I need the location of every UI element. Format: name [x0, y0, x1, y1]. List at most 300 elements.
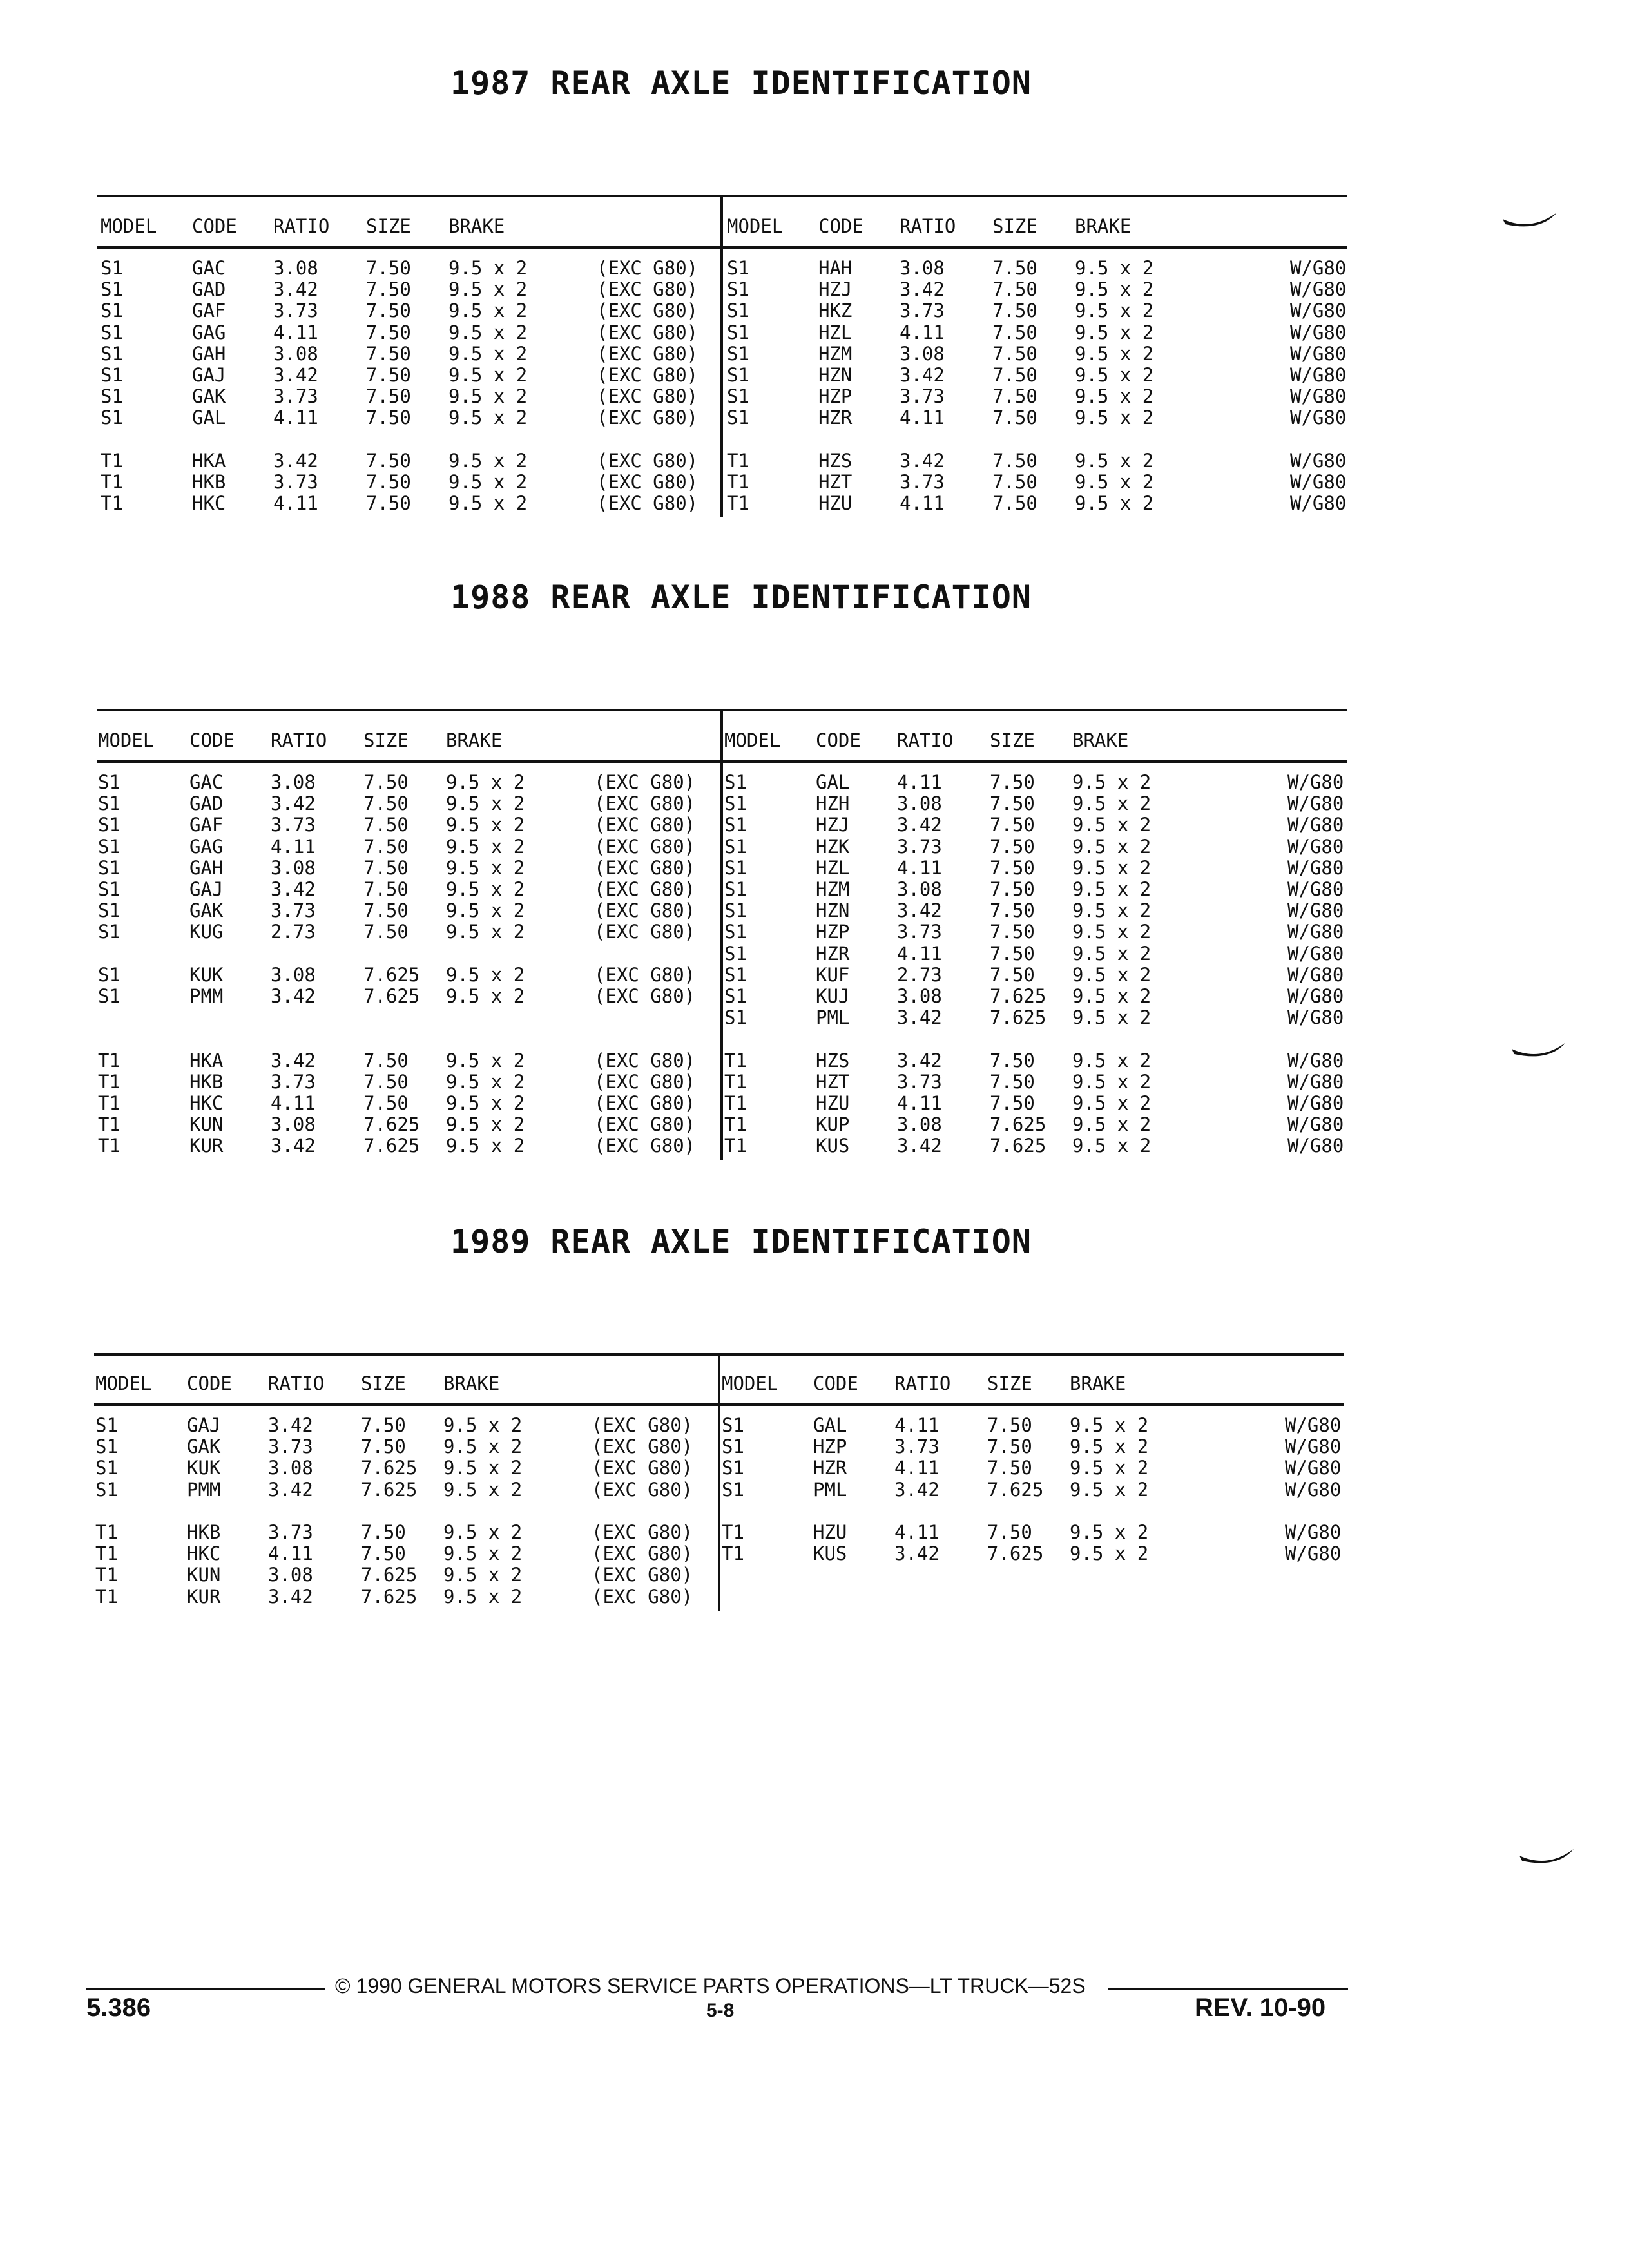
code-cell: GAK — [189, 899, 224, 922]
column-header-model: MODEL — [95, 1372, 152, 1394]
ratio-cell: 3.42 — [897, 814, 942, 836]
code-cell: HZN — [818, 364, 853, 386]
column-header-size: SIZE — [992, 215, 1037, 237]
brake-note: (EXC G80) — [592, 1436, 693, 1458]
column-header-brake: BRAKE — [1070, 1372, 1126, 1394]
size-cell: 7.50 — [992, 407, 1037, 429]
model-cell: S1 — [95, 1457, 118, 1479]
code-cell: KUR — [189, 1135, 224, 1157]
ratio-cell: 3.08 — [271, 1113, 316, 1136]
brake-note: W/G80 — [1290, 364, 1347, 386]
ratio-cell: 3.08 — [268, 1457, 313, 1479]
code-cell: HZM — [818, 342, 853, 365]
brake-cell: 9.5 x 2 — [1072, 771, 1152, 793]
brake-note: (EXC G80) — [594, 1049, 696, 1072]
ratio-cell: 4.11 — [897, 856, 942, 879]
size-cell: 7.625 — [990, 985, 1046, 1007]
brake-note: W/G80 — [1285, 1478, 1342, 1501]
brake-cell: 9.5 x 2 — [446, 793, 525, 815]
size-cell: 7.50 — [990, 1049, 1035, 1072]
table-divider — [720, 709, 723, 1160]
column-header-model: MODEL — [101, 215, 157, 237]
code-cell: GAJ — [192, 364, 226, 386]
brake-cell: 9.5 x 2 — [448, 471, 528, 493]
ratio-cell: 3.08 — [900, 257, 945, 279]
model-cell: S1 — [98, 899, 120, 922]
section-title: 1987 REAR AXLE IDENTIFICATION — [450, 64, 1032, 102]
punch-mark-icon — [1518, 1847, 1576, 1872]
code-cell: PMM — [187, 1478, 221, 1501]
size-cell: 7.50 — [366, 449, 411, 472]
brake-note: (EXC G80) — [592, 1457, 693, 1479]
code-cell: HKC — [189, 1092, 224, 1114]
size-cell: 7.50 — [992, 364, 1037, 386]
code-cell: HZR — [813, 1457, 847, 1479]
model-cell: S1 — [98, 814, 120, 836]
brake-cell: 9.5 x 2 — [1072, 1006, 1152, 1029]
code-cell: HZP — [816, 921, 850, 943]
size-cell: 7.625 — [363, 1135, 420, 1157]
footer-rule-right — [1108, 1988, 1348, 1990]
brake-cell: 9.5 x 2 — [446, 1092, 525, 1114]
brake-note: (EXC G80) — [594, 1135, 696, 1157]
model-cell: S1 — [724, 814, 747, 836]
model-cell: T1 — [724, 1070, 747, 1093]
ratio-cell: 3.73 — [268, 1436, 313, 1458]
brake-note: (EXC G80) — [594, 985, 696, 1007]
header-rule — [97, 246, 1347, 249]
brake-cell: 9.5 x 2 — [1075, 407, 1154, 429]
model-cell: T1 — [95, 1564, 118, 1586]
brake-cell: 9.5 x 2 — [448, 449, 528, 472]
model-cell: T1 — [98, 1113, 120, 1136]
model-cell: S1 — [722, 1414, 744, 1436]
code-cell: HKA — [189, 1049, 224, 1072]
brake-cell: 9.5 x 2 — [443, 1457, 523, 1479]
brake-note: W/G80 — [1290, 321, 1347, 343]
ratio-cell: 3.73 — [894, 1436, 940, 1458]
footer-copyright: © 1990 GENERAL MOTORS SERVICE PARTS OPERATIONS—LT TRUCK—52S — [335, 1974, 1086, 1997]
model-cell: T1 — [101, 492, 123, 515]
column-header-brake: BRAKE — [446, 729, 503, 751]
code-cell: KUJ — [816, 985, 850, 1007]
size-cell: 7.50 — [366, 471, 411, 493]
brake-cell: 9.5 x 2 — [446, 963, 525, 986]
model-cell: S1 — [724, 942, 747, 965]
code-cell: HKC — [187, 1542, 221, 1565]
revision-label: REV. 10-90 — [1195, 1994, 1326, 2022]
model-cell: T1 — [724, 1113, 747, 1136]
column-header-model: MODEL — [722, 1372, 778, 1394]
brake-cell: 9.5 x 2 — [446, 835, 525, 858]
size-cell: 7.625 — [990, 1006, 1046, 1029]
model-cell: S1 — [724, 1006, 747, 1029]
brake-note: W/G80 — [1287, 1092, 1344, 1114]
column-header-code: CODE — [816, 729, 861, 751]
code-cell: HZH — [816, 793, 850, 815]
code-cell: GAH — [189, 856, 224, 879]
ratio-cell: 3.42 — [897, 899, 942, 922]
brake-cell: 9.5 x 2 — [1075, 364, 1154, 386]
brake-note: W/G80 — [1287, 835, 1344, 858]
ratio-cell: 4.11 — [900, 492, 945, 515]
ratio-cell: 4.11 — [900, 321, 945, 343]
code-cell: HZP — [813, 1436, 847, 1458]
model-cell: S1 — [724, 963, 747, 986]
size-cell: 7.50 — [992, 257, 1037, 279]
ratio-cell: 3.08 — [897, 793, 942, 815]
ratio-cell: 4.11 — [897, 1092, 942, 1114]
model-cell: S1 — [101, 257, 123, 279]
brake-cell: 9.5 x 2 — [1072, 942, 1152, 965]
ratio-cell: 3.73 — [273, 300, 318, 322]
model-cell: S1 — [724, 985, 747, 1007]
ratio-cell: 3.08 — [897, 878, 942, 900]
ratio-cell: 4.11 — [897, 771, 942, 793]
brake-note: (EXC G80) — [597, 471, 699, 493]
brake-note: W/G80 — [1287, 1135, 1344, 1157]
size-cell: 7.50 — [363, 1092, 409, 1114]
brake-cell: 9.5 x 2 — [448, 385, 528, 408]
size-cell: 7.50 — [992, 300, 1037, 322]
brake-note: (EXC G80) — [594, 814, 696, 836]
ratio-cell: 3.42 — [273, 278, 318, 301]
code-cell: HZL — [816, 856, 850, 879]
size-cell: 7.50 — [992, 449, 1037, 472]
size-cell: 7.50 — [366, 300, 411, 322]
ratio-cell: 3.73 — [271, 1070, 316, 1093]
section-title: 1988 REAR AXLE IDENTIFICATION — [450, 579, 1032, 616]
size-cell: 7.50 — [990, 856, 1035, 879]
model-cell: S1 — [727, 364, 749, 386]
size-cell: 7.50 — [990, 793, 1035, 815]
punch-mark-icon — [1501, 210, 1559, 236]
ratio-cell: 3.08 — [271, 856, 316, 879]
model-cell: T1 — [95, 1542, 118, 1565]
brake-note: (EXC G80) — [597, 385, 699, 408]
code-cell: HKB — [187, 1521, 221, 1543]
ratio-cell: 3.73 — [900, 471, 945, 493]
size-cell: 7.50 — [990, 771, 1035, 793]
size-cell: 7.50 — [987, 1436, 1032, 1458]
size-cell: 7.625 — [363, 963, 420, 986]
brake-note: (EXC G80) — [594, 835, 696, 858]
brake-note: (EXC G80) — [597, 300, 699, 322]
size-cell: 7.625 — [361, 1478, 418, 1501]
ratio-cell: 2.73 — [271, 921, 316, 943]
ratio-cell: 3.42 — [271, 878, 316, 900]
ratio-cell: 3.42 — [271, 985, 316, 1007]
ratio-cell: 3.42 — [268, 1585, 313, 1608]
brake-cell: 9.5 x 2 — [1072, 835, 1152, 858]
brake-cell: 9.5 x 2 — [1072, 1049, 1152, 1072]
ratio-cell: 3.73 — [897, 835, 942, 858]
ratio-cell: 3.08 — [271, 771, 316, 793]
section-title: 1989 REAR AXLE IDENTIFICATION — [450, 1223, 1032, 1260]
ratio-cell: 3.42 — [268, 1414, 313, 1436]
size-cell: 7.50 — [366, 407, 411, 429]
model-cell: S1 — [95, 1478, 118, 1501]
brake-cell: 9.5 x 2 — [448, 407, 528, 429]
size-cell: 7.50 — [987, 1457, 1032, 1479]
brake-cell: 9.5 x 2 — [448, 300, 528, 322]
model-cell: S1 — [98, 835, 120, 858]
code-cell: HZJ — [816, 814, 850, 836]
column-header-model: MODEL — [724, 729, 781, 751]
brake-cell: 9.5 x 2 — [446, 1135, 525, 1157]
ratio-cell: 3.42 — [894, 1542, 940, 1565]
model-cell: S1 — [727, 342, 749, 365]
brake-cell: 9.5 x 2 — [443, 1478, 523, 1501]
column-header-size: SIZE — [363, 729, 409, 751]
model-cell: S1 — [101, 300, 123, 322]
code-cell: HZN — [816, 899, 850, 922]
brake-note: W/G80 — [1287, 771, 1344, 793]
brake-cell: 9.5 x 2 — [443, 1436, 523, 1458]
page-number-left: 5.386 — [86, 1994, 151, 2022]
code-cell: KUF — [816, 963, 850, 986]
brake-cell: 9.5 x 2 — [443, 1585, 523, 1608]
brake-cell: 9.5 x 2 — [1070, 1542, 1149, 1565]
brake-cell: 9.5 x 2 — [443, 1542, 523, 1565]
model-cell: S1 — [101, 407, 123, 429]
model-cell: S1 — [98, 921, 120, 943]
ratio-cell: 4.11 — [894, 1414, 940, 1436]
code-cell: HZR — [816, 942, 850, 965]
brake-cell: 9.5 x 2 — [1070, 1414, 1149, 1436]
brake-note: (EXC G80) — [592, 1542, 693, 1565]
model-cell: S1 — [98, 856, 120, 879]
brake-note: (EXC G80) — [594, 921, 696, 943]
model-cell: S1 — [727, 321, 749, 343]
column-header-brake: BRAKE — [448, 215, 505, 237]
code-cell: KUP — [816, 1113, 850, 1136]
brake-note: W/G80 — [1290, 492, 1347, 515]
brake-cell: 9.5 x 2 — [448, 257, 528, 279]
size-cell: 7.50 — [363, 921, 409, 943]
brake-note: W/G80 — [1287, 856, 1344, 879]
size-cell: 7.50 — [366, 385, 411, 408]
column-header-ratio: RATIO — [894, 1372, 951, 1394]
brake-cell: 9.5 x 2 — [1075, 471, 1154, 493]
ratio-cell: 4.11 — [894, 1521, 940, 1543]
footer-rule-left — [86, 1988, 325, 1990]
model-cell: T1 — [724, 1049, 747, 1072]
brake-note: (EXC G80) — [592, 1564, 693, 1586]
column-header-model: MODEL — [98, 729, 155, 751]
column-header-brake: BRAKE — [1072, 729, 1129, 751]
ratio-cell: 2.73 — [897, 963, 942, 986]
brake-note: W/G80 — [1290, 257, 1347, 279]
ratio-cell: 4.11 — [268, 1542, 313, 1565]
code-cell: KUK — [187, 1457, 221, 1479]
brake-note: W/G80 — [1287, 1049, 1344, 1072]
model-cell: S1 — [724, 921, 747, 943]
brake-note: W/G80 — [1287, 878, 1344, 900]
column-header-code: CODE — [187, 1372, 232, 1394]
code-cell: HKZ — [818, 300, 853, 322]
size-cell: 7.50 — [990, 899, 1035, 922]
brake-note: (EXC G80) — [594, 771, 696, 793]
code-cell: KUN — [187, 1564, 221, 1586]
brake-note: (EXC G80) — [594, 1113, 696, 1136]
size-cell: 7.50 — [363, 856, 409, 879]
brake-cell: 9.5 x 2 — [1075, 300, 1154, 322]
model-cell: S1 — [727, 385, 749, 408]
code-cell: KUR — [187, 1585, 221, 1608]
ratio-cell: 3.73 — [897, 1070, 942, 1093]
model-cell: S1 — [722, 1457, 744, 1479]
size-cell: 7.50 — [992, 278, 1037, 301]
ratio-cell: 3.42 — [900, 449, 945, 472]
brake-cell: 9.5 x 2 — [1075, 385, 1154, 408]
ratio-cell: 3.73 — [273, 385, 318, 408]
brake-note: W/G80 — [1285, 1414, 1342, 1436]
column-header-code: CODE — [813, 1372, 858, 1394]
brake-note: W/G80 — [1287, 942, 1344, 965]
ratio-cell: 3.73 — [271, 899, 316, 922]
brake-note: W/G80 — [1287, 814, 1344, 836]
code-cell: GAG — [189, 835, 224, 858]
ratio-cell: 3.73 — [897, 921, 942, 943]
model-cell: T1 — [722, 1521, 744, 1543]
ratio-cell: 3.08 — [271, 963, 316, 986]
model-cell: T1 — [727, 471, 749, 493]
brake-cell: 9.5 x 2 — [446, 1049, 525, 1072]
ratio-cell: 4.11 — [273, 321, 318, 343]
size-cell: 7.50 — [361, 1414, 406, 1436]
size-cell: 7.625 — [361, 1585, 418, 1608]
model-cell: S1 — [101, 385, 123, 408]
code-cell: HKB — [189, 1070, 224, 1093]
size-cell: 7.50 — [990, 963, 1035, 986]
ratio-cell: 3.42 — [271, 1049, 316, 1072]
size-cell: 7.50 — [363, 814, 409, 836]
model-cell: S1 — [724, 771, 747, 793]
column-header-ratio: RATIO — [900, 215, 956, 237]
column-header-code: CODE — [192, 215, 237, 237]
model-cell: T1 — [727, 449, 749, 472]
brake-cell: 9.5 x 2 — [1075, 257, 1154, 279]
ratio-cell: 3.08 — [897, 985, 942, 1007]
ratio-cell: 4.11 — [271, 1092, 316, 1114]
brake-cell: 9.5 x 2 — [1075, 278, 1154, 301]
model-cell: S1 — [101, 342, 123, 365]
model-cell: T1 — [722, 1542, 744, 1565]
brake-note: W/G80 — [1287, 985, 1344, 1007]
ratio-cell: 4.11 — [273, 492, 318, 515]
code-cell: GAL — [192, 407, 226, 429]
ratio-cell: 3.08 — [273, 257, 318, 279]
brake-note: (EXC G80) — [597, 257, 699, 279]
brake-note: W/G80 — [1287, 1113, 1344, 1136]
ratio-cell: 3.42 — [271, 1135, 316, 1157]
size-cell: 7.50 — [366, 278, 411, 301]
table-divider — [718, 1353, 720, 1611]
size-cell: 7.50 — [366, 321, 411, 343]
model-cell: T1 — [98, 1049, 120, 1072]
brake-note: W/G80 — [1287, 1006, 1344, 1029]
brake-cell: 9.5 x 2 — [1072, 963, 1152, 986]
brake-cell: 9.5 x 2 — [446, 856, 525, 879]
size-cell: 7.625 — [987, 1478, 1044, 1501]
brake-cell: 9.5 x 2 — [448, 364, 528, 386]
ratio-cell: 3.42 — [897, 1135, 942, 1157]
brake-note: (EXC G80) — [597, 449, 699, 472]
model-cell: S1 — [724, 835, 747, 858]
code-cell: KUK — [189, 963, 224, 986]
column-header-ratio: RATIO — [271, 729, 327, 751]
brake-cell: 9.5 x 2 — [1072, 814, 1152, 836]
brake-cell: 9.5 x 2 — [1072, 921, 1152, 943]
brake-cell: 9.5 x 2 — [1072, 1135, 1152, 1157]
code-cell: HZT — [816, 1070, 850, 1093]
brake-note: (EXC G80) — [597, 342, 699, 365]
brake-cell: 9.5 x 2 — [443, 1521, 523, 1543]
brake-cell: 9.5 x 2 — [448, 492, 528, 515]
brake-cell: 9.5 x 2 — [1070, 1457, 1149, 1479]
column-header-ratio: RATIO — [268, 1372, 325, 1394]
code-cell: GAD — [189, 793, 224, 815]
brake-note: W/G80 — [1290, 449, 1347, 472]
size-cell: 7.625 — [361, 1564, 418, 1586]
ratio-cell: 4.11 — [271, 835, 316, 858]
ratio-cell: 3.08 — [268, 1564, 313, 1586]
table-divider — [720, 195, 723, 517]
code-cell: HKB — [192, 471, 226, 493]
brake-cell: 9.5 x 2 — [446, 878, 525, 900]
column-header-brake: BRAKE — [443, 1372, 500, 1394]
model-cell: T1 — [98, 1092, 120, 1114]
page-number-center: 5-8 — [706, 2000, 735, 2021]
size-cell: 7.625 — [990, 1113, 1046, 1136]
size-cell: 7.50 — [363, 1070, 409, 1093]
size-cell: 7.50 — [366, 257, 411, 279]
model-cell: T1 — [101, 471, 123, 493]
code-cell: HKA — [192, 449, 226, 472]
model-cell: S1 — [101, 278, 123, 301]
code-cell: HZM — [816, 878, 850, 900]
code-cell: GAC — [189, 771, 224, 793]
brake-note: W/G80 — [1287, 963, 1344, 986]
ratio-cell: 3.42 — [273, 449, 318, 472]
model-cell: S1 — [727, 278, 749, 301]
code-cell: HZT — [818, 471, 853, 493]
brake-cell: 9.5 x 2 — [1072, 856, 1152, 879]
ratio-cell: 3.73 — [900, 300, 945, 322]
ratio-cell: 4.11 — [900, 407, 945, 429]
brake-cell: 9.5 x 2 — [1075, 342, 1154, 365]
ratio-cell: 4.11 — [897, 942, 942, 965]
code-cell: GAH — [192, 342, 226, 365]
model-cell: T1 — [724, 1092, 747, 1114]
size-cell: 7.50 — [363, 878, 409, 900]
code-cell: GAF — [192, 300, 226, 322]
brake-note: (EXC G80) — [594, 963, 696, 986]
brake-cell: 9.5 x 2 — [1072, 878, 1152, 900]
size-cell: 7.50 — [990, 1070, 1035, 1093]
code-cell: KUS — [813, 1542, 847, 1565]
size-cell: 7.50 — [987, 1414, 1032, 1436]
size-cell: 7.50 — [992, 342, 1037, 365]
code-cell: GAC — [192, 257, 226, 279]
brake-cell: 9.5 x 2 — [1075, 449, 1154, 472]
size-cell: 7.50 — [987, 1521, 1032, 1543]
model-cell: T1 — [98, 1135, 120, 1157]
brake-cell: 9.5 x 2 — [1072, 985, 1152, 1007]
code-cell: GAK — [192, 385, 226, 408]
ratio-cell: 4.11 — [273, 407, 318, 429]
